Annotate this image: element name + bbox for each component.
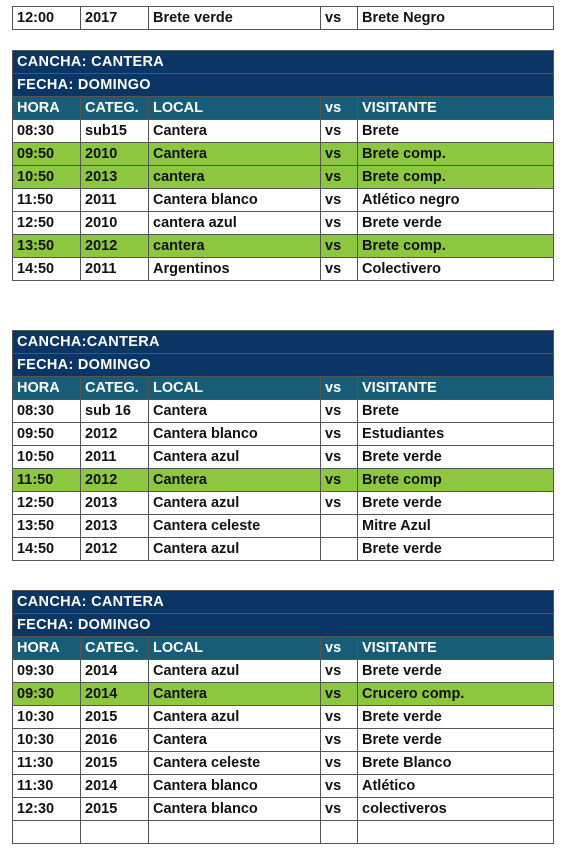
- vs-cell: [321, 538, 358, 561]
- table-row: [13, 752, 554, 775]
- vs-cell: vs: [321, 258, 358, 281]
- local-cell: cantera azul: [149, 212, 321, 235]
- visitante-header: VISITANTE: [358, 637, 554, 660]
- visitante-header: VISITANTE: [358, 97, 554, 120]
- local-cell: Cantera celeste: [149, 515, 321, 538]
- schedule-table-3: [12, 590, 554, 844]
- cancha-title: CANCHA: CANTERA: [13, 591, 554, 614]
- local-cell: Cantera blanco: [149, 423, 321, 446]
- visitante-cell: Atlético negro: [358, 189, 554, 212]
- visitante-cell: Brete comp: [358, 469, 554, 492]
- hora-cell: 12:00: [13, 7, 81, 30]
- visitante-cell: Brete verde: [358, 706, 554, 729]
- fecha-row: [13, 614, 554, 637]
- vs-cell: vs: [321, 400, 358, 423]
- categoria-cell: 2011: [81, 189, 149, 212]
- vs-cell: vs: [321, 798, 358, 821]
- categoria-header: CATEG.: [81, 97, 149, 120]
- cancha-title: CANCHA: CANTERA: [13, 51, 554, 74]
- visitante-cell: Brete Blanco: [358, 752, 554, 775]
- vs-cell: [321, 821, 358, 844]
- categoria-header: CATEG.: [81, 377, 149, 400]
- local-header: LOCAL: [149, 97, 321, 120]
- vs-cell: vs: [321, 120, 358, 143]
- vs-header: vs: [321, 377, 358, 400]
- categoria-cell: 2015: [81, 798, 149, 821]
- local-cell: Argentinos: [149, 258, 321, 281]
- fecha-row: [13, 74, 554, 97]
- categoria-cell: 2015: [81, 752, 149, 775]
- hora-cell: 12:50: [13, 212, 81, 235]
- table-row: [13, 469, 554, 492]
- cancha-row: [13, 331, 554, 354]
- hora-cell: 14:50: [13, 538, 81, 561]
- visitante-cell: Brete comp.: [358, 143, 554, 166]
- categoria-cell: 2014: [81, 683, 149, 706]
- categoria-cell: 2011: [81, 446, 149, 469]
- hora-cell: 09:50: [13, 423, 81, 446]
- visitante-cell: Colectivero: [358, 258, 554, 281]
- categoria-cell: sub15: [81, 120, 149, 143]
- local-cell: [149, 821, 321, 844]
- visitante-cell: Brete verde: [358, 538, 554, 561]
- table-row: [13, 166, 554, 189]
- categoria-cell: 2015: [81, 706, 149, 729]
- categoria-cell: 2011: [81, 258, 149, 281]
- hora-cell: 11:50: [13, 469, 81, 492]
- table-row: [13, 706, 554, 729]
- categoria-cell: 2014: [81, 775, 149, 798]
- table-row: [13, 515, 554, 538]
- column-header-row: [13, 637, 554, 660]
- categoria-cell: 2012: [81, 469, 149, 492]
- visitante-cell: Brete Negro: [358, 7, 554, 30]
- categoria-cell: 2016: [81, 729, 149, 752]
- categoria-cell: 2012: [81, 538, 149, 561]
- fecha-title: FECHA: DOMINGO: [13, 614, 554, 637]
- table-row: [13, 798, 554, 821]
- table-row: [13, 423, 554, 446]
- vs-cell: vs: [321, 143, 358, 166]
- visitante-cell: Brete: [358, 400, 554, 423]
- hora-cell: 14:50: [13, 258, 81, 281]
- local-cell: Cantera azul: [149, 492, 321, 515]
- schedule-table-1: [12, 50, 554, 281]
- vs-cell: vs: [321, 189, 358, 212]
- hora-cell: 13:50: [13, 235, 81, 258]
- vs-cell: vs: [321, 7, 358, 30]
- categoria-header: CATEG.: [81, 637, 149, 660]
- hora-header: HORA: [13, 377, 81, 400]
- local-cell: Cantera azul: [149, 446, 321, 469]
- top-partial-table: [12, 6, 554, 30]
- vs-cell: vs: [321, 166, 358, 189]
- table-row: [13, 729, 554, 752]
- categoria-cell: 2010: [81, 143, 149, 166]
- table-row: [13, 446, 554, 469]
- table-row: [13, 683, 554, 706]
- visitante-cell: Brete verde: [358, 729, 554, 752]
- hora-cell: 09:30: [13, 683, 81, 706]
- local-cell: Cantera azul: [149, 660, 321, 683]
- visitante-cell: Brete: [358, 120, 554, 143]
- local-cell: Cantera azul: [149, 538, 321, 561]
- visitante-cell: Brete comp.: [358, 235, 554, 258]
- fecha-title: FECHA: DOMINGO: [13, 354, 554, 377]
- local-cell: Cantera: [149, 729, 321, 752]
- local-cell: Brete verde: [149, 7, 321, 30]
- fecha-row: [13, 354, 554, 377]
- vs-cell: vs: [321, 752, 358, 775]
- categoria-cell: 2014: [81, 660, 149, 683]
- hora-header: HORA: [13, 97, 81, 120]
- table-row: [13, 821, 554, 844]
- table-row: [13, 258, 554, 281]
- visitante-cell: Mitre Azul: [358, 515, 554, 538]
- local-cell: cantera: [149, 166, 321, 189]
- hora-cell: 13:50: [13, 515, 81, 538]
- column-header-row: [13, 97, 554, 120]
- visitante-cell: Atlético: [358, 775, 554, 798]
- vs-cell: vs: [321, 706, 358, 729]
- hora-cell: 10:50: [13, 166, 81, 189]
- fecha-title: FECHA: DOMINGO: [13, 74, 554, 97]
- cancha-row: [13, 51, 554, 74]
- local-cell: Cantera: [149, 143, 321, 166]
- schedule-table-2: [12, 330, 554, 561]
- categoria-cell: 2013: [81, 166, 149, 189]
- visitante-cell: Brete verde: [358, 660, 554, 683]
- hora-cell: 12:30: [13, 798, 81, 821]
- vs-cell: vs: [321, 492, 358, 515]
- hora-cell: 11:30: [13, 775, 81, 798]
- table-row: [13, 189, 554, 212]
- local-header: LOCAL: [149, 637, 321, 660]
- visitante-cell: [358, 821, 554, 844]
- vs-header: vs: [321, 637, 358, 660]
- visitante-cell: Brete verde: [358, 446, 554, 469]
- hora-cell: 10:30: [13, 729, 81, 752]
- table-row: [13, 400, 554, 423]
- cancha-title: CANCHA:CANTERA: [13, 331, 554, 354]
- visitante-cell: Estudiantes: [358, 423, 554, 446]
- visitante-cell: Brete verde: [358, 492, 554, 515]
- hora-cell: [13, 821, 81, 844]
- visitante-cell: Brete comp.: [358, 166, 554, 189]
- vs-cell: vs: [321, 446, 358, 469]
- local-cell: Cantera azul: [149, 706, 321, 729]
- vs-cell: vs: [321, 775, 358, 798]
- table-row: [13, 492, 554, 515]
- local-cell: Cantera blanco: [149, 189, 321, 212]
- hora-cell: 08:30: [13, 120, 81, 143]
- table-row: [13, 120, 554, 143]
- categoria-cell: sub 16: [81, 400, 149, 423]
- cancha-row: [13, 591, 554, 614]
- categoria-cell: 2010: [81, 212, 149, 235]
- hora-cell: 12:50: [13, 492, 81, 515]
- hora-cell: 09:50: [13, 143, 81, 166]
- local-cell: cantera: [149, 235, 321, 258]
- hora-cell: 09:30: [13, 660, 81, 683]
- hora-cell: 11:30: [13, 752, 81, 775]
- table-row: [13, 538, 554, 561]
- table-row: [13, 660, 554, 683]
- categoria-cell: 2013: [81, 492, 149, 515]
- table-row: [13, 143, 554, 166]
- local-cell: Cantera blanco: [149, 798, 321, 821]
- vs-cell: vs: [321, 212, 358, 235]
- table-row: [13, 235, 554, 258]
- local-header: LOCAL: [149, 377, 321, 400]
- vs-cell: vs: [321, 729, 358, 752]
- hora-cell: 10:30: [13, 706, 81, 729]
- vs-cell: vs: [321, 469, 358, 492]
- local-cell: Cantera blanco: [149, 775, 321, 798]
- visitante-cell: Crucero comp.: [358, 683, 554, 706]
- categoria-cell: 2017: [81, 7, 149, 30]
- categoria-cell: [81, 821, 149, 844]
- hora-header: HORA: [13, 637, 81, 660]
- local-cell: Cantera: [149, 120, 321, 143]
- vs-header: vs: [321, 97, 358, 120]
- visitante-header: VISITANTE: [358, 377, 554, 400]
- categoria-cell: 2012: [81, 235, 149, 258]
- local-cell: Cantera: [149, 400, 321, 423]
- vs-cell: [321, 515, 358, 538]
- hora-cell: 08:30: [13, 400, 81, 423]
- visitante-cell: colectiveros: [358, 798, 554, 821]
- hora-cell: 11:50: [13, 189, 81, 212]
- local-cell: Cantera celeste: [149, 752, 321, 775]
- table-row: [13, 212, 554, 235]
- categoria-cell: 2013: [81, 515, 149, 538]
- local-cell: Cantera: [149, 469, 321, 492]
- vs-cell: vs: [321, 683, 358, 706]
- local-cell: Cantera: [149, 683, 321, 706]
- hora-cell: 10:50: [13, 446, 81, 469]
- column-header-row: [13, 377, 554, 400]
- table-row: [13, 775, 554, 798]
- categoria-cell: 2012: [81, 423, 149, 446]
- table-row: [13, 7, 554, 30]
- vs-cell: vs: [321, 423, 358, 446]
- visitante-cell: Brete verde: [358, 212, 554, 235]
- vs-cell: vs: [321, 235, 358, 258]
- vs-cell: vs: [321, 660, 358, 683]
